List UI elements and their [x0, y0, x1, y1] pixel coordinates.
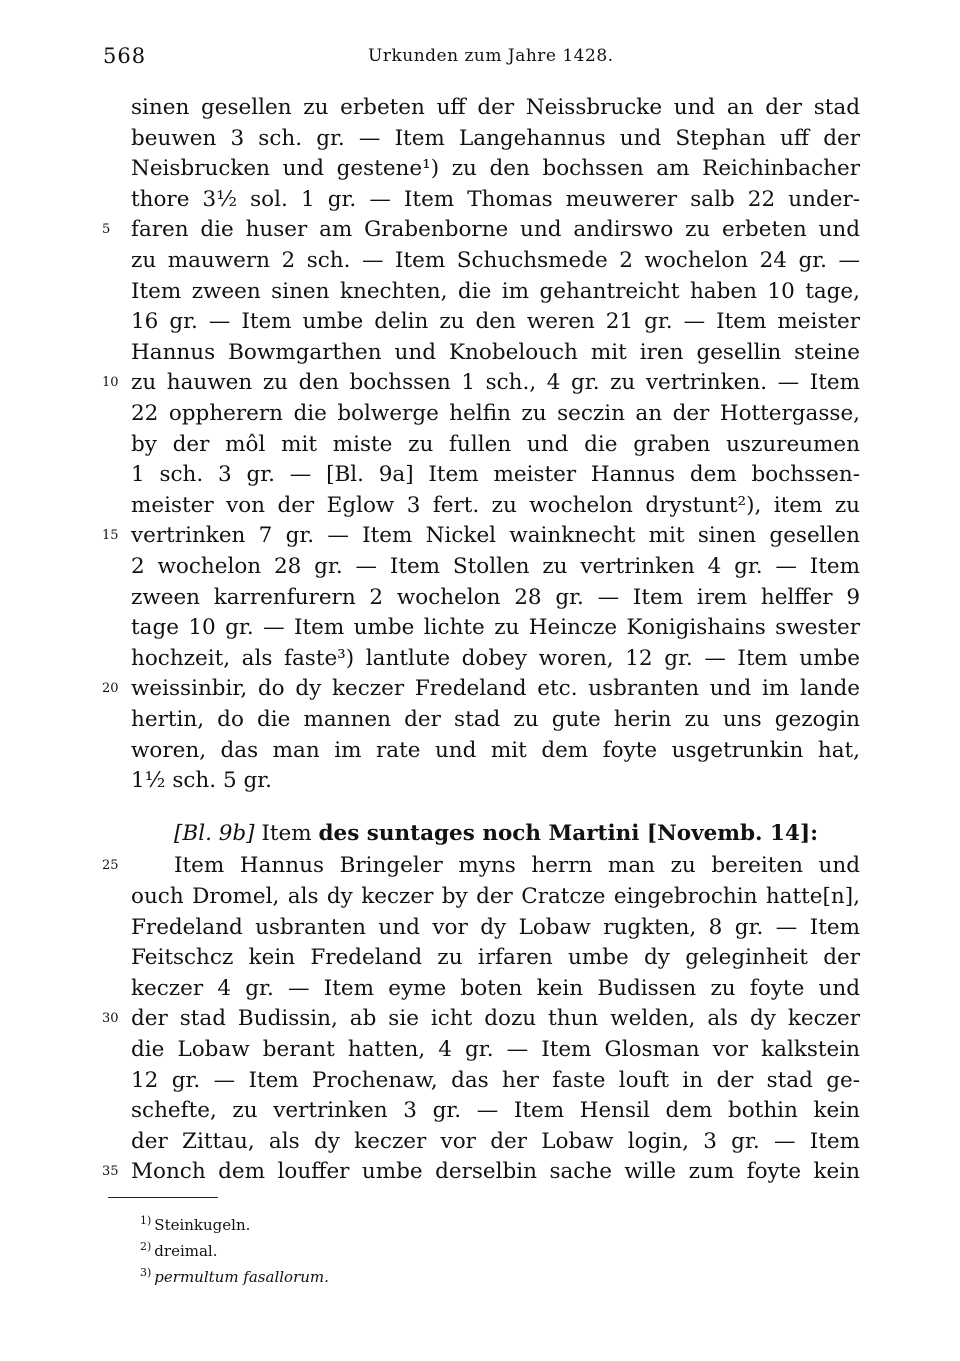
line-number: 30 [102, 1011, 119, 1027]
footnotes [140, 1210, 329, 1288]
text-line: Fredeland usbranten und vor dy Lobaw rugkten, 8 gr. — Item [131, 914, 860, 940]
text-line: ouch Dromel, als dy keczer by der Cratcze eingebrochin hatte[n], [131, 884, 860, 909]
text-line: 16 gr. — Item umbe delin zu den weren 21 gr. — Item meister [131, 309, 860, 335]
folio-reference: [Bl. 9b] [174, 820, 255, 846]
text-line: schefte, zu vertrinken 3 gr. — Item Hensil dem bothin kein [131, 1098, 860, 1124]
text-line: woren, das man im rate und mit dem foyte usgetrunkin hat, [131, 737, 860, 763]
text-line: zu hauwen zu den bochssen 1 sch., 4 gr. zu vertrinken. — Item [131, 370, 860, 396]
heading-item: Item [254, 820, 319, 846]
text-line: Feitschcz kein Fredeland zu irfaren umbe dy geleginheit der [131, 945, 860, 971]
footnote-mark: 3) [140, 1266, 152, 1279]
text-line: Item zween sinen knechten, die im gehantreicht haben 10 tage, [131, 278, 860, 304]
line-number: 35 [102, 1164, 119, 1180]
footnote [140, 1236, 329, 1262]
text-line: meister von der Eglow 3 fert. zu wochelon drystunt²), item zu [131, 492, 860, 518]
text-line: weissinbir, do dy keczer Fredeland etc. usbranten und im lande [131, 676, 860, 702]
text-line: sinen gesellen zu erbeten uff der Neissbrucke und an der stad [131, 95, 860, 120]
page-number: 568 [103, 44, 147, 68]
text-line: by der môl mit miste zu fullen und die graben uszureumen [131, 431, 860, 457]
text-line: der Zittau, als dy keczer vor der Lobaw login, 3 gr. — Item [131, 1128, 860, 1154]
text-line: Hannus Bowmgarthen und Knobelouch mit iren gesellin steine [131, 339, 860, 365]
text-line: zu mauwern 2 sch. — Item Schuchsmede 2 wochelon 24 gr. — [131, 248, 860, 273]
footnote-mark: 1) [140, 1214, 152, 1227]
line-number: 25 [102, 858, 119, 874]
text-line: Neisbrucken und gestene¹) zu den bochssen am Reichinbacher [131, 156, 860, 182]
text-line: faren die huser am Grabenborne und andirswo zu erbeten und [131, 217, 860, 243]
text-line: zween karrenfurern 2 wochelon 28 gr. — Item irem helffer 9 [131, 584, 860, 610]
footnote-mark: 2) [140, 1240, 152, 1253]
section-heading [174, 819, 860, 849]
text-line: beuwen 3 sch. gr. — Item Langehannus und Stephan uff der [131, 125, 860, 151]
line-number: 15 [102, 528, 119, 544]
text-line: Item Hannus Bringeler myns herrn man zu bereiten und [174, 853, 860, 879]
text-line: thore 3½ sol. 1 gr. — Item Thomas meuwerer salb 22 under- [131, 186, 860, 212]
text-line: hochzeit, als faste³) lantlute dobey woren, 12 gr. — Item umbe [131, 645, 860, 671]
heading-date: des suntages noch Martini [Novemb. 14]: [318, 820, 819, 846]
text-line: Monch dem louffer umbe derselbin sache wille zum foyte kein [131, 1159, 860, 1185]
text-line: 1½ sch. 5 gr. [131, 768, 272, 794]
text-line: 22 oppherern die bolwerge helfin zu seczin an der Hottergasse, [131, 401, 860, 426]
line-number: 20 [102, 681, 119, 697]
footnote-divider [108, 1197, 218, 1198]
footnote [140, 1262, 329, 1288]
footnote-text: dreimal. [154, 1242, 218, 1260]
footnote-text: Steinkugeln. [154, 1216, 251, 1234]
text-line: keczer 4 gr. — Item eyme boten kein Budissen zu foyte und [131, 975, 860, 1001]
text-line: 2 wochelon 28 gr. — Item Stollen zu vertrinken 4 gr. — Item [131, 554, 860, 579]
text-line: 12 gr. — Item Prochenaw, das her faste louft in der stad ge- [131, 1067, 860, 1093]
running-title: Urkunden zum Jahre 1428. [368, 46, 614, 66]
line-number: 5 [102, 222, 111, 238]
page-header [0, 44, 960, 74]
text-line: hertin, do die mannen der stad zu gute herin zu uns gezogin [131, 707, 860, 732]
footnote-text: permultum fasallorum. [154, 1268, 329, 1286]
text-line: die Lobaw berant hatten, 4 gr. — Item Glosman vor kalkstein [131, 1037, 860, 1062]
text-line: tage 10 gr. — Item umbe lichte zu Heincze Konigishains swester [131, 615, 860, 641]
text-line: der stad Budissin, ab sie icht dozu thun welden, als dy keczer [131, 1006, 860, 1032]
line-number: 10 [102, 375, 119, 391]
text-line: 1 sch. 3 gr. — [Bl. 9a] Item meister Hannus dem bochssen- [131, 462, 860, 488]
text-line: vertrinken 7 gr. — Item Nickel wainknecht mit sinen gesellen [131, 523, 860, 549]
footnote [140, 1210, 329, 1236]
